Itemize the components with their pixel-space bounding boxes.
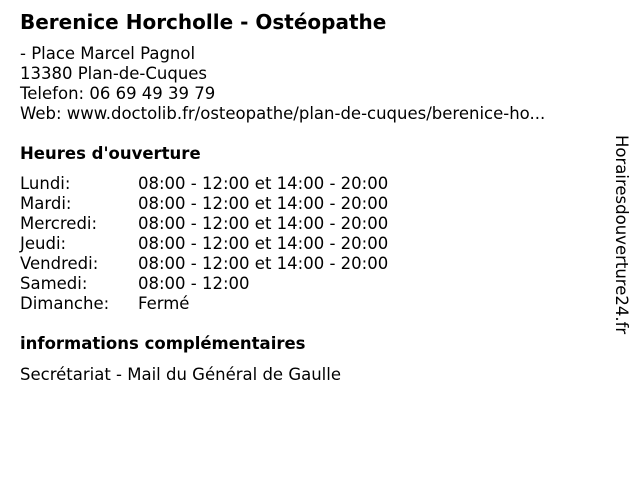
phone-number: Telefon: 06 69 49 39 79 <box>20 84 216 103</box>
address-block <box>20 44 545 124</box>
day-label: Vendredi: <box>20 254 99 273</box>
hours-heading: Heures d'ouverture <box>20 144 201 163</box>
time-range: 08:00 - 12:00 <box>138 274 250 293</box>
day-label: Jeudi: <box>20 234 67 253</box>
time-range: Fermé <box>138 294 190 313</box>
time-range: 08:00 - 12:00 et 14:00 - 20:00 <box>138 214 389 233</box>
day-label: Mercredi: <box>20 214 98 233</box>
hours-row <box>20 254 388 274</box>
day-label: Lundi: <box>20 174 71 193</box>
hours-row <box>20 214 388 234</box>
time-range: 08:00 - 12:00 et 14:00 - 20:00 <box>138 174 389 193</box>
website-link[interactable]: Web: www.doctolib.fr/osteopathe/plan-de-cuques/berenice-ho... <box>20 104 546 123</box>
time-range: 08:00 - 12:00 et 14:00 - 20:00 <box>138 194 389 213</box>
page-title: Berenice Horcholle - Ostéopathe <box>20 10 387 34</box>
day-label: Dimanche: <box>20 294 110 313</box>
hours-row <box>20 174 388 194</box>
time-range: 08:00 - 12:00 et 14:00 - 20:00 <box>138 234 389 253</box>
time-range: 08:00 - 12:00 et 14:00 - 20:00 <box>138 254 389 273</box>
info-heading: informations complémentaires <box>20 334 306 353</box>
opening-hours-list <box>20 174 388 314</box>
hours-row <box>20 194 388 214</box>
watermark-text: Horairesdouverture24.fr <box>612 135 631 335</box>
postal-city: 13380 Plan-de-Cuques <box>20 64 208 83</box>
day-label: Mardi: <box>20 194 72 213</box>
hours-row <box>20 274 388 294</box>
hours-row <box>20 234 388 254</box>
hours-row <box>20 294 388 314</box>
address-line: - Place Marcel Pagnol <box>20 44 196 63</box>
info-text: Secrétariat - Mail du Général de Gaulle <box>20 365 341 384</box>
day-label: Samedi: <box>20 274 88 293</box>
